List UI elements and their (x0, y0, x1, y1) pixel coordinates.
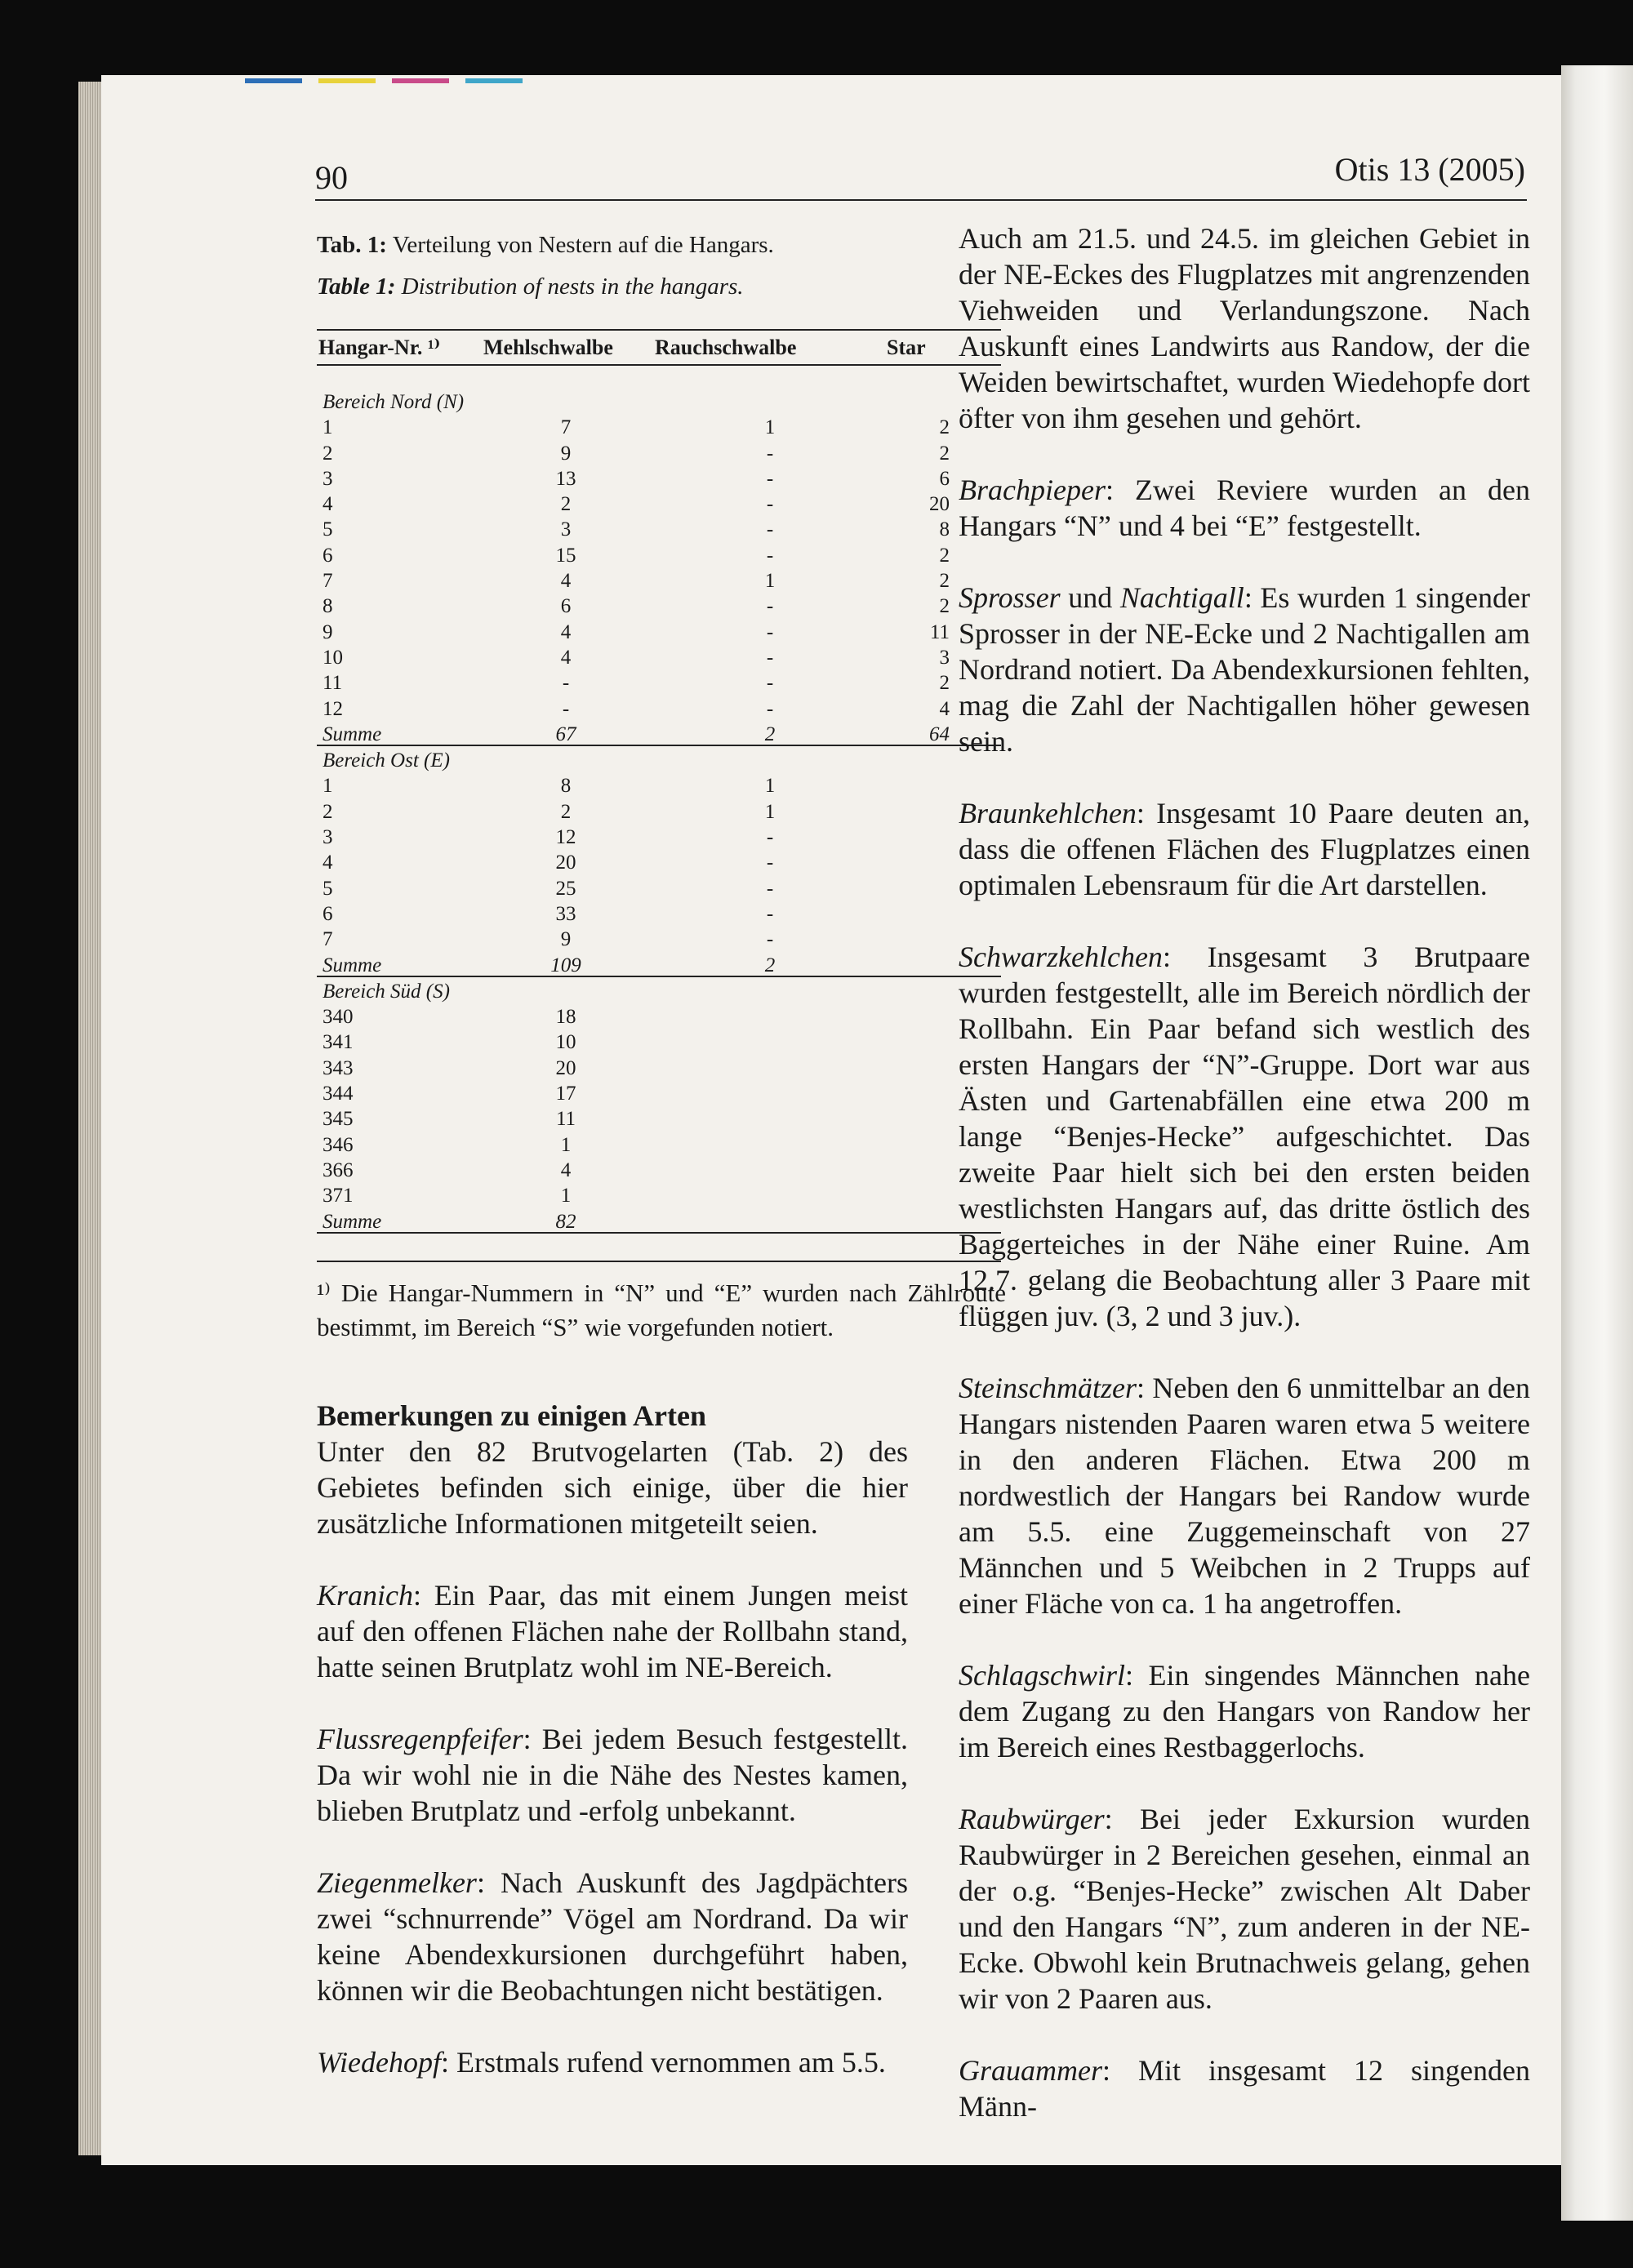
table-cell: 366 (323, 1158, 354, 1181)
table-cell: - (766, 902, 774, 925)
table-cell: 9 (560, 928, 572, 951)
table-cell: 2 (939, 416, 950, 439)
table-row (321, 823, 1007, 848)
table-cell: - (766, 544, 774, 567)
header-rule (315, 199, 1527, 201)
table-cell: 1 (764, 800, 776, 823)
table-cell: 2 (560, 800, 572, 823)
table-cell: 7 (323, 928, 333, 951)
table-cell: - (766, 928, 774, 951)
table-row (321, 874, 1007, 900)
right-paragraph: Steinschmätzer: Neben den 6 unmittelbar an den Hangars nistenden Paaren waren etwa 5 weitere in den anderen Flächen. Etwa 200 m nordwestlich der Hangars bei Randow wurde am 5.5. eine Zuggemeinschaft von 27 Männchen und 5 Weibchen in 2 Trupps auf einer Fläche von ca. 1 ha angetroffen. (959, 1372, 1530, 1620)
table-row (321, 439, 1007, 465)
table-cell: 341 (323, 1031, 354, 1054)
table-cell: 3 (560, 518, 572, 541)
table-cell: 11 (929, 620, 950, 643)
table-cell: 13 (555, 467, 576, 490)
left-paragraph: Ziegenmelker: Nach Auskunft des Jagdpächters zwei “schnurrende” Vögel am Nordrand. Da wir keine Abendexkursionen durchgeführt haben, können wir die Beobachtungen nicht bestätigen. (317, 1866, 908, 2007)
table-caption-german (317, 233, 774, 257)
table-cell: 5 (323, 518, 333, 541)
table-cell: - (766, 877, 774, 900)
species-name: Flussregenpfeifer (317, 1723, 523, 1755)
table-row (321, 669, 1007, 694)
table-cell: Summe (323, 954, 382, 976)
table-cell: - (766, 442, 774, 465)
table-cell: - (766, 697, 774, 720)
page-number: 90 (315, 159, 348, 196)
table-sum-row (321, 720, 1007, 745)
table-row (321, 1054, 1007, 1079)
col-header-hangar: Hangar-Nr. ¹⁾ (318, 336, 441, 359)
table-cell: 4 (560, 1158, 572, 1181)
section-heading: Bemerkungen zu einigen Arten (317, 1399, 706, 1432)
table-row (321, 772, 1007, 797)
species-name: Kranich (317, 1579, 414, 1612)
print-color-mark-magenta (392, 78, 449, 83)
caption-text: Verteilung von Nestern auf die Hangars. (386, 232, 774, 258)
table-cell: 64 (929, 723, 950, 745)
table-cell: 4 (560, 620, 572, 643)
table-cell: Summe (323, 723, 382, 745)
caption-label: Table 1: (317, 273, 396, 300)
table-cell: 2 (939, 595, 950, 618)
table-section-row (321, 746, 1007, 772)
table-cell: 7 (323, 570, 333, 593)
species-name: Grauammer (959, 2054, 1102, 2087)
table-cell: 1 (764, 416, 776, 439)
species-name: Nachtigall (1119, 581, 1244, 614)
left-column (317, 1398, 908, 2080)
table-sum-row (321, 951, 1007, 976)
right-paragraph: Braunkehlchen: Insgesamt 10 Paare deuten an, dass die offenen Flächen des Flugplatzes einen optimalen Lebensraum für die Art darstellen. (959, 797, 1530, 901)
right-paragraph: Sprosser und Nachtigall: Es wurden 1 singender Sprosser in der NE-Ecke und 2 Nachtigallen am Nordrand notiert. Da Abendexkursionen fehlten, mag die Zahl der Nachtigallen höher gewesen sein. (959, 581, 1530, 758)
table-cell: Summe (323, 1210, 382, 1233)
right-paragraph: Schwarzkehlchen: Insgesamt 3 Brutpaare wurden festgestellt, alle im Bereich nördlich der Rollbahn. Ein Paar befand sich westlich des ersten Hangars der “N”-Gruppe. Dort war aus Ästen und Gartenabfällen eine etwa 200 m lange “Benjes-Hecke” aufgeschichtet. Das zweite Paar hielt sich bei den ersten beiden westlichsten Hangars auf, das dritte östlich des Baggerteiches in der Nähe einer Ruine. Am 12.7. gelang die Beobachtung aller 3 Paare mit flüggen juv. (3, 2 und 3 juv.). (959, 941, 1530, 1332)
table-top-rule (317, 329, 1001, 331)
table-cell: 109 (550, 954, 581, 976)
table-cell: 9 (323, 620, 333, 643)
table-cell: 2 (560, 493, 572, 516)
table-cell: 8 (560, 775, 572, 798)
species-name: Schlagschwirl (959, 1659, 1125, 1692)
table-row (321, 490, 1007, 515)
table-cell: - (766, 672, 774, 695)
table-cell: 6 (323, 544, 333, 567)
table-cell: 6 (939, 467, 950, 490)
table-cell: 10 (323, 646, 343, 669)
table-cell: 1 (323, 416, 333, 439)
table-cell: 12 (323, 697, 343, 720)
table-bottom-rule (317, 1261, 1001, 1262)
table-row (321, 1156, 1007, 1181)
table-cell: 17 (555, 1083, 576, 1105)
nest-table (321, 388, 1007, 1234)
table-cell: 12 (555, 826, 576, 849)
col-header-mehlschwalbe: Mehlschwalbe (483, 336, 613, 359)
species-name: Steinschmätzer (959, 1372, 1137, 1404)
table-cell: 4 (560, 646, 572, 669)
table-cell: - (766, 467, 774, 490)
table-section-row (321, 388, 1007, 413)
table-cell: 5 (323, 877, 333, 900)
table-cell: - (766, 620, 774, 643)
table-row (321, 695, 1007, 720)
table-cell: 371 (323, 1185, 354, 1207)
table-cell: 4 (323, 493, 333, 516)
table-row (321, 1131, 1007, 1156)
left-paragraph: Kranich: Ein Paar, das mit einem Jungen meist auf den offenen Flächen nahe der Rollbahn stand, hatte seinen Brutplatz wohl im NE-Bereich. (317, 1579, 908, 1683)
table-row (321, 1105, 1007, 1130)
species-name: Ziegenmelker (317, 1866, 477, 1899)
table-cell: 11 (323, 672, 343, 695)
table-cell: 2 (939, 442, 950, 465)
table-row (321, 618, 1007, 643)
table-row (321, 567, 1007, 592)
table-header-rule (317, 364, 1001, 366)
table-cell: - (766, 852, 774, 874)
table-cell: 7 (560, 416, 572, 439)
species-name: Braunkehlchen (959, 797, 1137, 829)
table-cell: - (766, 646, 774, 669)
table-cell: 8 (939, 518, 950, 541)
table-cell: 20 (555, 1056, 576, 1079)
table-cell: 20 (929, 493, 950, 516)
table-cell: 8 (323, 595, 333, 618)
right-paragraph: Raubwürger: Bei jeder Exkursion wurden Raubwürger in 2 Bereichen gesehen, einmal an der o.g. “Benjes-Hecke” zwischen Alt Daber und den Hangars “N”, zum anderen in der NE-Ecke. Obwohl kein Brutnachweis gelang, gehen wir von 2 Paaren aus. (959, 1803, 1530, 2015)
table-cell: Bereich Süd (S) (323, 980, 450, 1003)
table-cell: - (766, 493, 774, 516)
table-cell: Bereich Ost (E) (323, 749, 450, 772)
table-cell: 4 (323, 852, 333, 874)
table-footnote: ¹⁾ Die Hangar-Nummern in “N” und “E” wurden nach Zählroute bestimmt, im Bereich “S” wie vorgefunden notiert. (317, 1279, 1006, 1341)
table-cell: 345 (323, 1108, 354, 1131)
table-row (321, 465, 1007, 490)
col-header-star: Star (887, 336, 926, 359)
table-cell: 1 (560, 1133, 572, 1156)
table-row (321, 413, 1007, 438)
table-cell: 11 (555, 1108, 576, 1131)
print-color-mark-blue (245, 78, 302, 83)
table-cell: 6 (323, 902, 333, 925)
table-cell: 3 (323, 826, 333, 849)
table-cell: 1 (560, 1185, 572, 1207)
facing-page-edge (1561, 65, 1633, 2221)
table-cell: 344 (323, 1083, 354, 1105)
table-cell: 10 (555, 1031, 576, 1054)
col-header-rauchschwalbe: Rauchschwalbe (655, 336, 797, 359)
caption-text: Distribution of nests in the hangars. (395, 273, 744, 300)
species-name: Wiedehopf (317, 2046, 441, 2079)
caption-label: Tab. 1: (317, 232, 387, 258)
table-row (321, 1181, 1007, 1207)
table-cell: 67 (555, 723, 576, 745)
table-row (321, 900, 1007, 925)
table-cell: 6 (560, 595, 572, 618)
table-cell: 25 (555, 877, 576, 900)
table-section-row (321, 977, 1007, 1003)
left-paragraphs (317, 1434, 908, 2080)
right-paragraph: Grauammer: Mit insgesamt 12 singenden Männ- (959, 2054, 1530, 2123)
left-paragraph: Wiedehopf: Erstmals rufend vernommen am 5.5. (317, 2046, 886, 2079)
table-row (321, 798, 1007, 823)
page-edges (78, 82, 103, 2155)
table-sum-row (321, 1207, 1007, 1233)
right-paragraph: Schlagschwirl: Ein singendes Männchen nahe dem Zugang zu den Hangars von Randow her im Bereich eines Restbaggerlochs. (959, 1659, 1530, 1763)
table-cell: 2 (764, 954, 776, 976)
right-column (959, 220, 1530, 2124)
table-row (321, 1028, 1007, 1053)
table-cell: 2 (764, 723, 776, 745)
table-cell: - (766, 826, 774, 849)
table-cell: 1 (323, 775, 333, 798)
table-cell: 4 (939, 697, 950, 720)
table-cell: 2 (939, 570, 950, 593)
table-cell: - (766, 518, 774, 541)
table-cell: 1 (764, 570, 776, 593)
table-row (321, 643, 1007, 669)
table-cell: 2 (323, 442, 333, 465)
species-name: Brachpieper (959, 474, 1106, 506)
table-row (321, 592, 1007, 617)
table-cell: 343 (323, 1056, 354, 1079)
table-cell: 2 (939, 672, 950, 695)
table-cell: - (766, 595, 774, 618)
table-row (321, 848, 1007, 874)
table-cell: 15 (555, 544, 576, 567)
table-cell: - (562, 697, 570, 720)
table-row (321, 1079, 1007, 1105)
running-header: Otis 13 (2005) (1334, 151, 1525, 188)
species-name: Schwarzkehlchen (959, 941, 1163, 973)
table-cell: 4 (560, 570, 572, 593)
table-cell: 346 (323, 1133, 354, 1156)
table-row (321, 1003, 1007, 1028)
table-cell: 3 (939, 646, 950, 669)
table-cell: 2 (323, 800, 333, 823)
table-caption-english (317, 275, 744, 299)
table-cell: - (562, 672, 570, 695)
right-paragraphs (959, 220, 1530, 2124)
right-paragraph: Auch am 21.5. und 24.5. im gleichen Gebiet in der NE-Eckes des Flugplatzes mit angrenzenden Viehweiden und Verlandungszone. Nach Auskunft eines Landwirts aus Randow, der die Weiden bewirtschaftet, wurden Wiedehopfe dort öfter von ihm gesehen und gehört. (959, 222, 1530, 434)
left-paragraph: Unter den 82 Brutvogelarten (Tab. 2) des Gebietes befinden sich einige, über die hier zusätzliche Informationen mitgeteilt seien. (317, 1435, 908, 1540)
table-cell: 340 (323, 1006, 354, 1029)
table-cell: 33 (555, 902, 576, 925)
table-row (321, 515, 1007, 540)
table-cell: 3 (323, 467, 333, 490)
table-cell: 2 (939, 544, 950, 567)
table-cell: 9 (560, 442, 572, 465)
table-cell: 20 (555, 852, 576, 874)
print-color-mark-cyan (465, 78, 523, 83)
table-cell: 1 (764, 775, 776, 798)
right-paragraph: Brachpieper: Zwei Reviere wurden an den Hangars “N” und 4 bei “E” festgestellt. (959, 474, 1530, 542)
print-color-mark-yellow (318, 78, 376, 83)
species-name: Sprosser (959, 581, 1061, 614)
table-cell: 18 (555, 1006, 576, 1029)
table-cell: 82 (555, 1210, 576, 1233)
table-row (321, 541, 1007, 567)
table-cell: Bereich Nord (N) (323, 391, 465, 413)
species-name: Raubwürger (959, 1803, 1105, 1835)
table-row (321, 925, 1007, 950)
left-paragraph: Flussregenpfeifer: Bei jedem Besuch festgestellt. Da wir wohl nie in die Nähe des Nestes kamen, blieben Brutplatz und -erfolg unbekannt. (317, 1723, 908, 1827)
